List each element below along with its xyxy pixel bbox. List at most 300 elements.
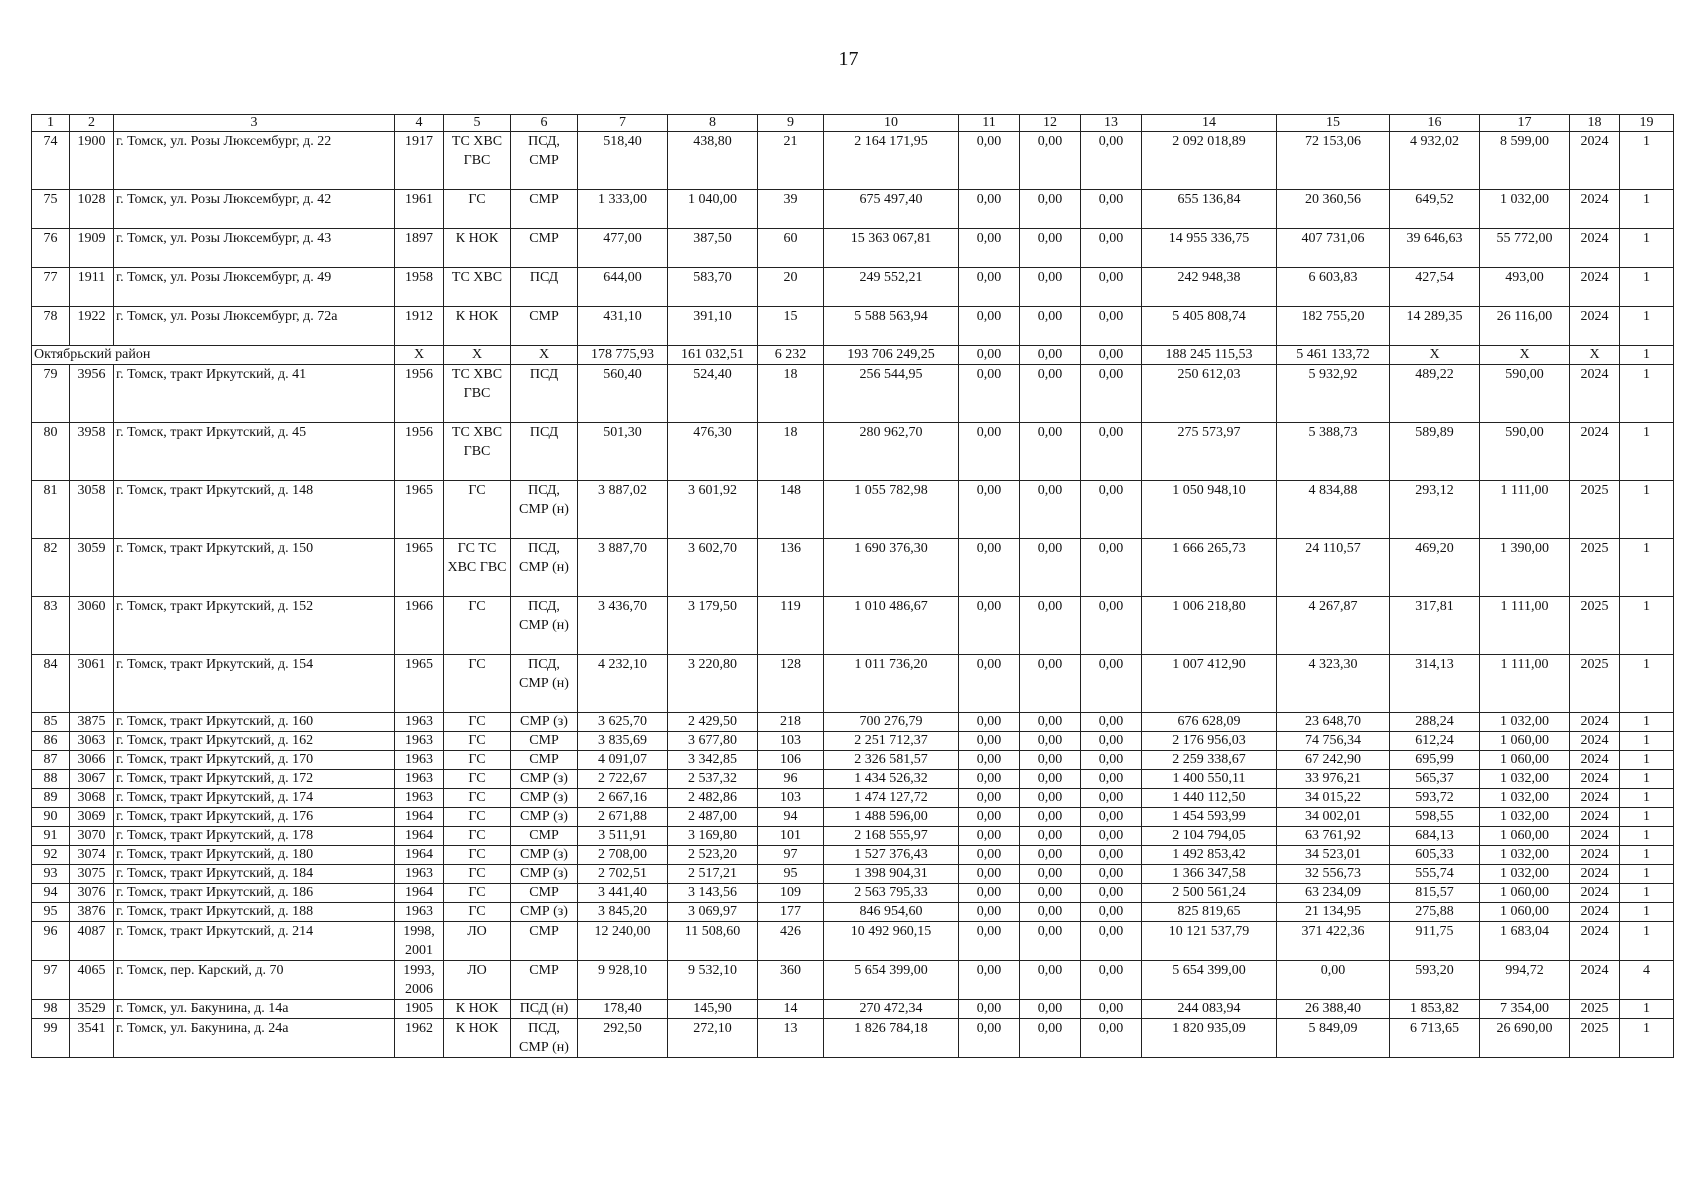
cell-col-17: 1 111,00	[1480, 655, 1570, 713]
cell-col-10: 700 276,79	[824, 713, 959, 732]
cell-col-19: 1	[1620, 713, 1674, 732]
cell-col-4: 1917	[395, 132, 444, 190]
cell-col-13: 0,00	[1081, 789, 1142, 808]
cell-col-19: 1	[1620, 423, 1674, 481]
cell-col-4: 1958	[395, 268, 444, 307]
cell-col-2: 1911	[70, 268, 114, 307]
cell-col-12: 0,00	[1020, 846, 1081, 865]
cell-col-9: 94	[758, 808, 824, 827]
cell-col-6: СМР	[511, 732, 578, 751]
cell-col-10: 249 552,21	[824, 268, 959, 307]
cell-col-4: 1998, 2001	[395, 922, 444, 961]
cell-col-4: 1912	[395, 307, 444, 346]
table-row	[32, 268, 1674, 307]
cell-col-17: 1 683,04	[1480, 922, 1570, 961]
cell-col-9: 39	[758, 190, 824, 229]
cell-col-6: СМР	[511, 827, 578, 846]
cell-col-12: 0,00	[1020, 597, 1081, 655]
cell-col-3: г. Томск, тракт Иркутский, д. 188	[114, 903, 395, 922]
cell-col-19: 1	[1620, 229, 1674, 268]
district-cell-col-12: 0,00	[1020, 346, 1081, 365]
cell-col-5: ГС	[444, 481, 511, 539]
cell-col-8: 387,50	[668, 229, 758, 268]
cell-col-3: г. Томск, ул. Розы Люксембург, д. 43	[114, 229, 395, 268]
cell-col-9: 15	[758, 307, 824, 346]
cell-col-18: 2024	[1570, 770, 1620, 789]
cell-col-2: 3059	[70, 539, 114, 597]
cell-col-11: 0,00	[959, 655, 1020, 713]
cell-col-13: 0,00	[1081, 922, 1142, 961]
cell-col-2: 3076	[70, 884, 114, 903]
column-number-1: 1	[32, 115, 70, 132]
cell-col-12: 0,00	[1020, 229, 1081, 268]
cell-col-10: 2 251 712,37	[824, 732, 959, 751]
cell-col-10: 5 654 399,00	[824, 961, 959, 1000]
cell-col-1: 81	[32, 481, 70, 539]
cell-col-16: 39 646,63	[1390, 229, 1480, 268]
cell-col-3: г. Томск, тракт Иркутский, д. 172	[114, 770, 395, 789]
cell-col-14: 1 666 265,73	[1142, 539, 1277, 597]
cell-col-16: 589,89	[1390, 423, 1480, 481]
cell-col-14: 1 820 935,09	[1142, 1019, 1277, 1058]
table-row	[32, 1000, 1674, 1019]
cell-col-8: 391,10	[668, 307, 758, 346]
cell-col-14: 244 083,94	[1142, 1000, 1277, 1019]
cell-col-19: 1	[1620, 732, 1674, 751]
cell-col-7: 2 667,16	[578, 789, 668, 808]
table-row	[32, 190, 1674, 229]
cell-col-17: 1 032,00	[1480, 808, 1570, 827]
cell-col-5: ТС ХВС ГВС	[444, 423, 511, 481]
cell-col-5: ГС	[444, 808, 511, 827]
cell-col-16: 649,52	[1390, 190, 1480, 229]
cell-col-4: 1966	[395, 597, 444, 655]
cell-col-12: 0,00	[1020, 827, 1081, 846]
table-row	[32, 884, 1674, 903]
cell-col-9: 96	[758, 770, 824, 789]
cell-col-9: 106	[758, 751, 824, 770]
cell-col-6: СМР	[511, 190, 578, 229]
cell-col-3: г. Томск, тракт Иркутский, д. 160	[114, 713, 395, 732]
cell-col-15: 5 849,09	[1277, 1019, 1390, 1058]
cell-col-1: 86	[32, 732, 70, 751]
cell-col-6: СМР (з)	[511, 865, 578, 884]
cell-col-18: 2025	[1570, 655, 1620, 713]
cell-col-1: 75	[32, 190, 70, 229]
cell-col-11: 0,00	[959, 789, 1020, 808]
cell-col-10: 2 164 171,95	[824, 132, 959, 190]
table-row	[32, 751, 1674, 770]
district-cell-col-14: 188 245 115,53	[1142, 346, 1277, 365]
column-number-3: 3	[114, 115, 395, 132]
cell-col-9: 97	[758, 846, 824, 865]
cell-col-11: 0,00	[959, 732, 1020, 751]
cell-col-1: 93	[32, 865, 70, 884]
cell-col-6: СМР	[511, 307, 578, 346]
cell-col-12: 0,00	[1020, 481, 1081, 539]
cell-col-11: 0,00	[959, 846, 1020, 865]
cell-col-1: 77	[32, 268, 70, 307]
cell-col-11: 0,00	[959, 423, 1020, 481]
district-cell-col-19: 1	[1620, 346, 1674, 365]
cell-col-17: 7 354,00	[1480, 1000, 1570, 1019]
cell-col-10: 270 472,34	[824, 1000, 959, 1019]
cell-col-5: ГС	[444, 903, 511, 922]
table-row	[32, 865, 1674, 884]
cell-col-13: 0,00	[1081, 481, 1142, 539]
cell-col-13: 0,00	[1081, 808, 1142, 827]
cell-col-9: 103	[758, 789, 824, 808]
cell-col-5: ГС	[444, 770, 511, 789]
cell-col-14: 10 121 537,79	[1142, 922, 1277, 961]
cell-col-2: 3058	[70, 481, 114, 539]
cell-col-5: ЛО	[444, 922, 511, 961]
cell-col-11: 0,00	[959, 884, 1020, 903]
cell-col-16: 314,13	[1390, 655, 1480, 713]
cell-col-13: 0,00	[1081, 846, 1142, 865]
cell-col-15: 26 388,40	[1277, 1000, 1390, 1019]
cell-col-10: 1 826 784,18	[824, 1019, 959, 1058]
table-row	[32, 903, 1674, 922]
cell-col-15: 24 110,57	[1277, 539, 1390, 597]
cell-col-15: 5 932,92	[1277, 365, 1390, 423]
cell-col-18: 2024	[1570, 808, 1620, 827]
cell-col-18: 2024	[1570, 884, 1620, 903]
column-number-4: 4	[395, 115, 444, 132]
district-cell-col-16: Х	[1390, 346, 1480, 365]
cell-col-11: 0,00	[959, 190, 1020, 229]
cell-col-10: 1 010 486,67	[824, 597, 959, 655]
cell-col-2: 4065	[70, 961, 114, 1000]
cell-col-7: 4 232,10	[578, 655, 668, 713]
cell-col-12: 0,00	[1020, 770, 1081, 789]
cell-col-5: ГС	[444, 732, 511, 751]
cell-col-4: 1963	[395, 865, 444, 884]
cell-col-15: 34 523,01	[1277, 846, 1390, 865]
cell-col-3: г. Томск, ул. Бакунина, д. 14а	[114, 1000, 395, 1019]
column-number-8: 8	[668, 115, 758, 132]
cell-col-1: 90	[32, 808, 70, 827]
cell-col-4: 1905	[395, 1000, 444, 1019]
cell-col-7: 477,00	[578, 229, 668, 268]
cell-col-7: 3 845,20	[578, 903, 668, 922]
cell-col-4: 1964	[395, 884, 444, 903]
cell-col-14: 825 819,65	[1142, 903, 1277, 922]
cell-col-19: 4	[1620, 961, 1674, 1000]
column-number-19: 19	[1620, 115, 1674, 132]
cell-col-7: 518,40	[578, 132, 668, 190]
cell-col-13: 0,00	[1081, 307, 1142, 346]
cell-col-17: 1 390,00	[1480, 539, 1570, 597]
cell-col-7: 4 091,07	[578, 751, 668, 770]
cell-col-2: 3067	[70, 770, 114, 789]
cell-col-16: 605,33	[1390, 846, 1480, 865]
cell-col-17: 493,00	[1480, 268, 1570, 307]
cell-col-17: 1 060,00	[1480, 751, 1570, 770]
cell-col-19: 1	[1620, 539, 1674, 597]
cell-col-11: 0,00	[959, 1000, 1020, 1019]
cell-col-8: 11 508,60	[668, 922, 758, 961]
cell-col-10: 675 497,40	[824, 190, 959, 229]
cell-col-6: СМР (з)	[511, 789, 578, 808]
cell-col-17: 1 032,00	[1480, 846, 1570, 865]
cell-col-5: ГС	[444, 713, 511, 732]
cell-col-11: 0,00	[959, 961, 1020, 1000]
cell-col-11: 0,00	[959, 827, 1020, 846]
cell-col-17: 1 060,00	[1480, 884, 1570, 903]
district-cell-col-8: 161 032,51	[668, 346, 758, 365]
cell-col-6: ПСД	[511, 268, 578, 307]
cell-col-19: 1	[1620, 751, 1674, 770]
cell-col-12: 0,00	[1020, 307, 1081, 346]
cell-col-10: 15 363 067,81	[824, 229, 959, 268]
cell-col-1: 84	[32, 655, 70, 713]
column-number-7: 7	[578, 115, 668, 132]
cell-col-13: 0,00	[1081, 1000, 1142, 1019]
cell-col-13: 0,00	[1081, 190, 1142, 229]
cell-col-5: К НОК	[444, 307, 511, 346]
cell-col-5: ГС	[444, 884, 511, 903]
cell-col-2: 3876	[70, 903, 114, 922]
cell-col-9: 18	[758, 365, 824, 423]
cell-col-16: 275,88	[1390, 903, 1480, 922]
cell-col-19: 1	[1620, 481, 1674, 539]
cell-col-16: 6 713,65	[1390, 1019, 1480, 1058]
cell-col-8: 3 169,80	[668, 827, 758, 846]
registry-table	[31, 114, 1674, 1058]
cell-col-14: 676 628,09	[1142, 713, 1277, 732]
cell-col-19: 1	[1620, 307, 1674, 346]
cell-col-4: 1956	[395, 365, 444, 423]
district-cell-col-11: 0,00	[959, 346, 1020, 365]
column-number-15: 15	[1277, 115, 1390, 132]
table-row	[32, 597, 1674, 655]
cell-col-18: 2024	[1570, 922, 1620, 961]
cell-col-7: 2 708,00	[578, 846, 668, 865]
cell-col-6: ПСД, СМР (н)	[511, 1019, 578, 1058]
cell-col-14: 2 259 338,67	[1142, 751, 1277, 770]
cell-col-11: 0,00	[959, 268, 1020, 307]
cell-col-17: 8 599,00	[1480, 132, 1570, 190]
cell-col-1: 80	[32, 423, 70, 481]
cell-col-3: г. Томск, ул. Розы Люксембург, д. 42	[114, 190, 395, 229]
cell-col-10: 5 588 563,94	[824, 307, 959, 346]
cell-col-17: 1 032,00	[1480, 789, 1570, 808]
cell-col-3: г. Томск, тракт Иркутский, д. 170	[114, 751, 395, 770]
cell-col-4: 1962	[395, 1019, 444, 1058]
cell-col-4: 1963	[395, 903, 444, 922]
table-body	[32, 132, 1674, 1058]
cell-col-12: 0,00	[1020, 865, 1081, 884]
cell-col-13: 0,00	[1081, 713, 1142, 732]
cell-col-2: 3956	[70, 365, 114, 423]
cell-col-4: 1961	[395, 190, 444, 229]
cell-col-15: 4 323,30	[1277, 655, 1390, 713]
cell-col-13: 0,00	[1081, 268, 1142, 307]
cell-col-12: 0,00	[1020, 789, 1081, 808]
cell-col-18: 2024	[1570, 961, 1620, 1000]
cell-col-5: ГС	[444, 597, 511, 655]
cell-col-5: ГС	[444, 846, 511, 865]
cell-col-1: 87	[32, 751, 70, 770]
cell-col-13: 0,00	[1081, 903, 1142, 922]
cell-col-11: 0,00	[959, 132, 1020, 190]
cell-col-16: 565,37	[1390, 770, 1480, 789]
column-number-14: 14	[1142, 115, 1277, 132]
cell-col-1: 92	[32, 846, 70, 865]
cell-col-17: 590,00	[1480, 423, 1570, 481]
cell-col-3: г. Томск, тракт Иркутский, д. 178	[114, 827, 395, 846]
cell-col-1: 97	[32, 961, 70, 1000]
cell-col-7: 501,30	[578, 423, 668, 481]
cell-col-2: 3069	[70, 808, 114, 827]
table-row	[32, 770, 1674, 789]
cell-col-8: 2 429,50	[668, 713, 758, 732]
cell-col-19: 1	[1620, 865, 1674, 884]
cell-col-14: 5 654 399,00	[1142, 961, 1277, 1000]
cell-col-19: 1	[1620, 808, 1674, 827]
cell-col-18: 2025	[1570, 481, 1620, 539]
cell-col-3: г. Томск, тракт Иркутский, д. 180	[114, 846, 395, 865]
cell-col-13: 0,00	[1081, 751, 1142, 770]
cell-col-4: 1963	[395, 789, 444, 808]
cell-col-12: 0,00	[1020, 732, 1081, 751]
cell-col-13: 0,00	[1081, 229, 1142, 268]
cell-col-1: 88	[32, 770, 70, 789]
table-row	[32, 808, 1674, 827]
cell-col-18: 2025	[1570, 597, 1620, 655]
cell-col-14: 2 104 794,05	[1142, 827, 1277, 846]
cell-col-7: 2 722,67	[578, 770, 668, 789]
cell-col-15: 20 360,56	[1277, 190, 1390, 229]
cell-col-9: 218	[758, 713, 824, 732]
cell-col-3: г. Томск, ул. Бакунина, д. 24а	[114, 1019, 395, 1058]
cell-col-7: 1 333,00	[578, 190, 668, 229]
cell-col-13: 0,00	[1081, 884, 1142, 903]
table-row	[32, 132, 1674, 190]
cell-col-10: 1 055 782,98	[824, 481, 959, 539]
column-number-12: 12	[1020, 115, 1081, 132]
table-row	[32, 827, 1674, 846]
cell-col-11: 0,00	[959, 365, 1020, 423]
cell-col-15: 21 134,95	[1277, 903, 1390, 922]
cell-col-9: 101	[758, 827, 824, 846]
cell-col-8: 2 517,21	[668, 865, 758, 884]
table-row	[32, 229, 1674, 268]
cell-col-16: 14 289,35	[1390, 307, 1480, 346]
cell-col-4: 1964	[395, 846, 444, 865]
cell-col-14: 1 492 853,42	[1142, 846, 1277, 865]
cell-col-8: 2 482,86	[668, 789, 758, 808]
cell-col-11: 0,00	[959, 903, 1020, 922]
cell-col-6: ПСД, СМР (н)	[511, 597, 578, 655]
cell-col-4: 1963	[395, 732, 444, 751]
cell-col-3: г. Томск, тракт Иркутский, д. 214	[114, 922, 395, 961]
cell-col-1: 76	[32, 229, 70, 268]
cell-col-1: 99	[32, 1019, 70, 1058]
district-cell-col-10: 193 706 249,25	[824, 346, 959, 365]
cell-col-8: 3 220,80	[668, 655, 758, 713]
cell-col-12: 0,00	[1020, 808, 1081, 827]
cell-col-16: 4 932,02	[1390, 132, 1480, 190]
district-cell-col-4: Х	[395, 346, 444, 365]
district-cell-col-5: Х	[444, 346, 511, 365]
column-number-2: 2	[70, 115, 114, 132]
cell-col-5: К НОК	[444, 1019, 511, 1058]
cell-col-17: 1 032,00	[1480, 713, 1570, 732]
cell-col-14: 2 176 956,03	[1142, 732, 1277, 751]
cell-col-19: 1	[1620, 1000, 1674, 1019]
cell-col-15: 33 976,21	[1277, 770, 1390, 789]
cell-col-8: 3 601,92	[668, 481, 758, 539]
cell-col-3: г. Томск, тракт Иркутский, д. 176	[114, 808, 395, 827]
cell-col-8: 3 143,56	[668, 884, 758, 903]
cell-col-15: 182 755,20	[1277, 307, 1390, 346]
cell-col-17: 55 772,00	[1480, 229, 1570, 268]
column-number-18: 18	[1570, 115, 1620, 132]
cell-col-1: 96	[32, 922, 70, 961]
cell-col-7: 431,10	[578, 307, 668, 346]
cell-col-9: 20	[758, 268, 824, 307]
table-row	[32, 481, 1674, 539]
cell-col-7: 3 887,02	[578, 481, 668, 539]
cell-col-18: 2025	[1570, 1000, 1620, 1019]
cell-col-15: 4 834,88	[1277, 481, 1390, 539]
cell-col-9: 21	[758, 132, 824, 190]
cell-col-12: 0,00	[1020, 268, 1081, 307]
cell-col-16: 593,20	[1390, 961, 1480, 1000]
cell-col-2: 4087	[70, 922, 114, 961]
cell-col-1: 91	[32, 827, 70, 846]
cell-col-19: 1	[1620, 789, 1674, 808]
cell-col-17: 1 060,00	[1480, 903, 1570, 922]
cell-col-7: 3 436,70	[578, 597, 668, 655]
cell-col-15: 0,00	[1277, 961, 1390, 1000]
cell-col-4: 1965	[395, 481, 444, 539]
cell-col-13: 0,00	[1081, 597, 1142, 655]
cell-col-15: 74 756,34	[1277, 732, 1390, 751]
cell-col-12: 0,00	[1020, 1019, 1081, 1058]
cell-col-6: СМР (з)	[511, 770, 578, 789]
cell-col-17: 1 111,00	[1480, 597, 1570, 655]
cell-col-6: ПСД, СМР (н)	[511, 539, 578, 597]
cell-col-3: г. Томск, тракт Иркутский, д. 148	[114, 481, 395, 539]
cell-col-1: 94	[32, 884, 70, 903]
cell-col-10: 1 398 904,31	[824, 865, 959, 884]
cell-col-9: 109	[758, 884, 824, 903]
column-number-10: 10	[824, 115, 959, 132]
cell-col-9: 18	[758, 423, 824, 481]
cell-col-11: 0,00	[959, 808, 1020, 827]
cell-col-14: 1 007 412,90	[1142, 655, 1277, 713]
column-number-11: 11	[959, 115, 1020, 132]
cell-col-8: 3 602,70	[668, 539, 758, 597]
cell-col-16: 293,12	[1390, 481, 1480, 539]
cell-col-15: 5 388,73	[1277, 423, 1390, 481]
cell-col-9: 148	[758, 481, 824, 539]
cell-col-18: 2024	[1570, 132, 1620, 190]
cell-col-4: 1965	[395, 655, 444, 713]
cell-col-5: ГС	[444, 827, 511, 846]
cell-col-8: 524,40	[668, 365, 758, 423]
cell-col-11: 0,00	[959, 751, 1020, 770]
cell-col-13: 0,00	[1081, 1019, 1142, 1058]
cell-col-19: 1	[1620, 132, 1674, 190]
cell-col-7: 3 835,69	[578, 732, 668, 751]
cell-col-5: ГС	[444, 190, 511, 229]
cell-col-10: 2 563 795,33	[824, 884, 959, 903]
cell-col-13: 0,00	[1081, 770, 1142, 789]
